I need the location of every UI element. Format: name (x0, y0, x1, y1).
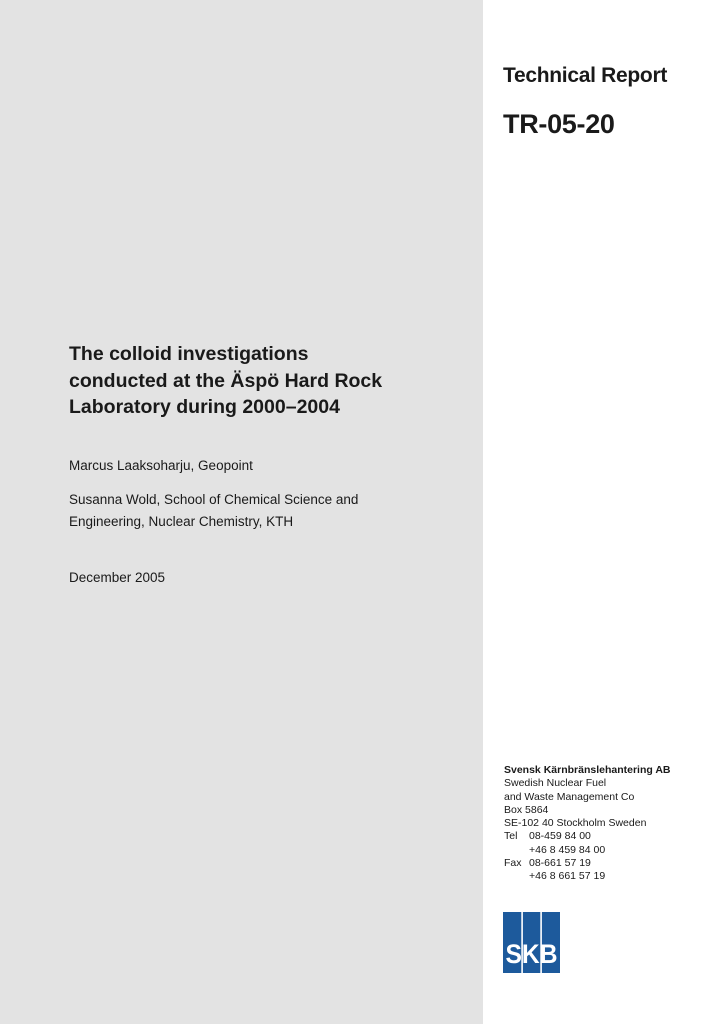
fax-row-intl (504, 870, 671, 883)
skb-logo-text: SKB (505, 939, 558, 969)
fax-label: Fax (504, 857, 522, 870)
title-line: conducted at the Äspö Hard Rock (69, 369, 383, 392)
address-line: and Waste Management Co (504, 790, 635, 803)
title-line: Laboratory during 2000–2004 (69, 396, 340, 418)
author-1 (69, 455, 253, 477)
report-number: TR-05-20 (503, 109, 615, 139)
address-line: Box 5864 (504, 803, 549, 816)
tel-number-domestic: 08-459 84 00 (529, 830, 591, 843)
tel-row (504, 830, 671, 843)
fax-number-international: +46 8 661 57 19 (529, 870, 606, 883)
title-line: The colloid investigations (69, 343, 309, 365)
tel-label: Tel (504, 830, 518, 843)
author-2 (69, 489, 358, 533)
author-line: Engineering, Nuclear Chemistry, KTH (69, 514, 294, 529)
tel-number-international: +46 8 459 84 00 (529, 843, 606, 856)
document-title (69, 341, 469, 421)
publication-date: December 2005 (69, 570, 166, 585)
report-type: Technical Report (503, 64, 668, 87)
fax-number-domestic: 08-661 57 19 (529, 857, 591, 870)
address-line: Swedish Nuclear Fuel (504, 777, 607, 790)
address-line: SE-102 40 Stockholm Sweden (504, 817, 647, 830)
publisher-address (504, 764, 671, 884)
publisher-name: Svensk Kärnbränslehantering AB (504, 764, 671, 776)
author-line: Marcus Laaksoharju, Geopoint (69, 458, 253, 473)
author-line: Susanna Wold, School of Chemical Science and (69, 492, 359, 507)
skb-logo-icon (503, 912, 560, 973)
tel-row-intl (504, 844, 671, 857)
fax-row (504, 857, 671, 870)
